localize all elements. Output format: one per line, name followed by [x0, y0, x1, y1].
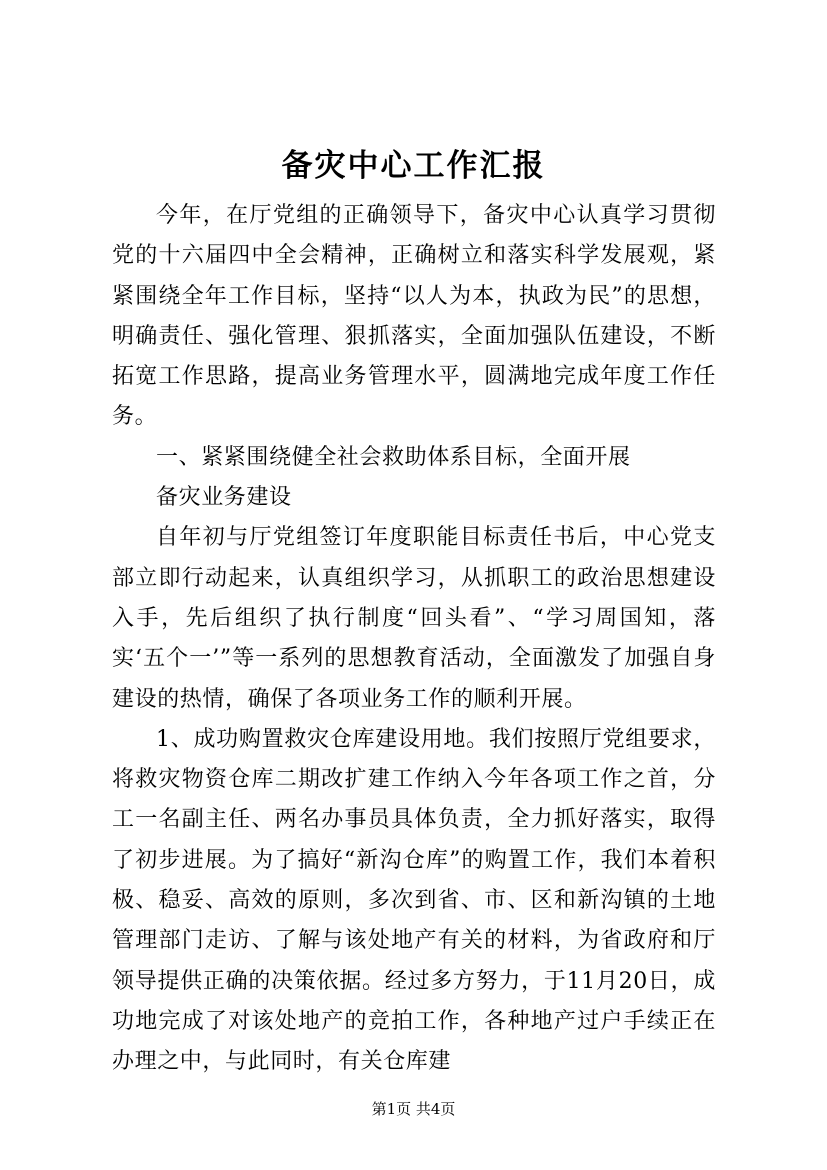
page-number-footer: 第1页 共4页	[371, 1100, 456, 1118]
section-heading-1: 一、紧紧围绕健全社会救助体系目标，全面开展	[156, 444, 631, 470]
paragraph-intro: 今年，在厅党组的正确领导下，备灾中心认真学习贯彻党的十六届四中全会精神，正确树立和落实科学发展观，紧紧围绕全年工作目标，坚持“以人为本，执政为民”的思想，明确责任、强化管理、狠抓落实，全面加强队伍建设，不断拓宽工作思路，提高业务管理水平，圆满地完成年度工作任务。	[112, 203, 716, 430]
document-body	[112, 196, 716, 1083]
section-heading-1-continued: 备灾业务建设	[156, 485, 292, 511]
paragraph-warehouse-land: 1、成功购置救灾仓库建设用地。我们按照厅党组要求，将救灾物资仓库二期改扩建工作纳入今年各项工作之首，分工一名副主任、两名办事员具体负责，全力抓好落实，取得了初步进展。为了搞好“新沟仓库”的购置工作，我们本着积极、稳妥、高效的原则，多次到省、市、区和新沟镇的土地管理部门走访、了解与该处地产有关的材料，为省政府和厅领导提供正确的决策依据。经过多方努力，于11月20日，成功地完成了对该处地产的竞拍工作，各种地产过户手续正在办理之中，与此同时，有关仓库建	[112, 726, 716, 1075]
paragraph-party-branch: 自年初与厅党组签订年度职能目标责任书后，中心党支部立即行动起来，认真组织学习，从抓职工的政治思想建设入手，先后组织了执行制度“回头看”、“学习周国知，落实‘五个一’”等一系列的思想教育活动，全面激发了加强自身建设的热情，确保了各项业务工作的顺利开展。	[112, 525, 716, 712]
document-title: 备灾中心工作汇报	[281, 148, 546, 184]
